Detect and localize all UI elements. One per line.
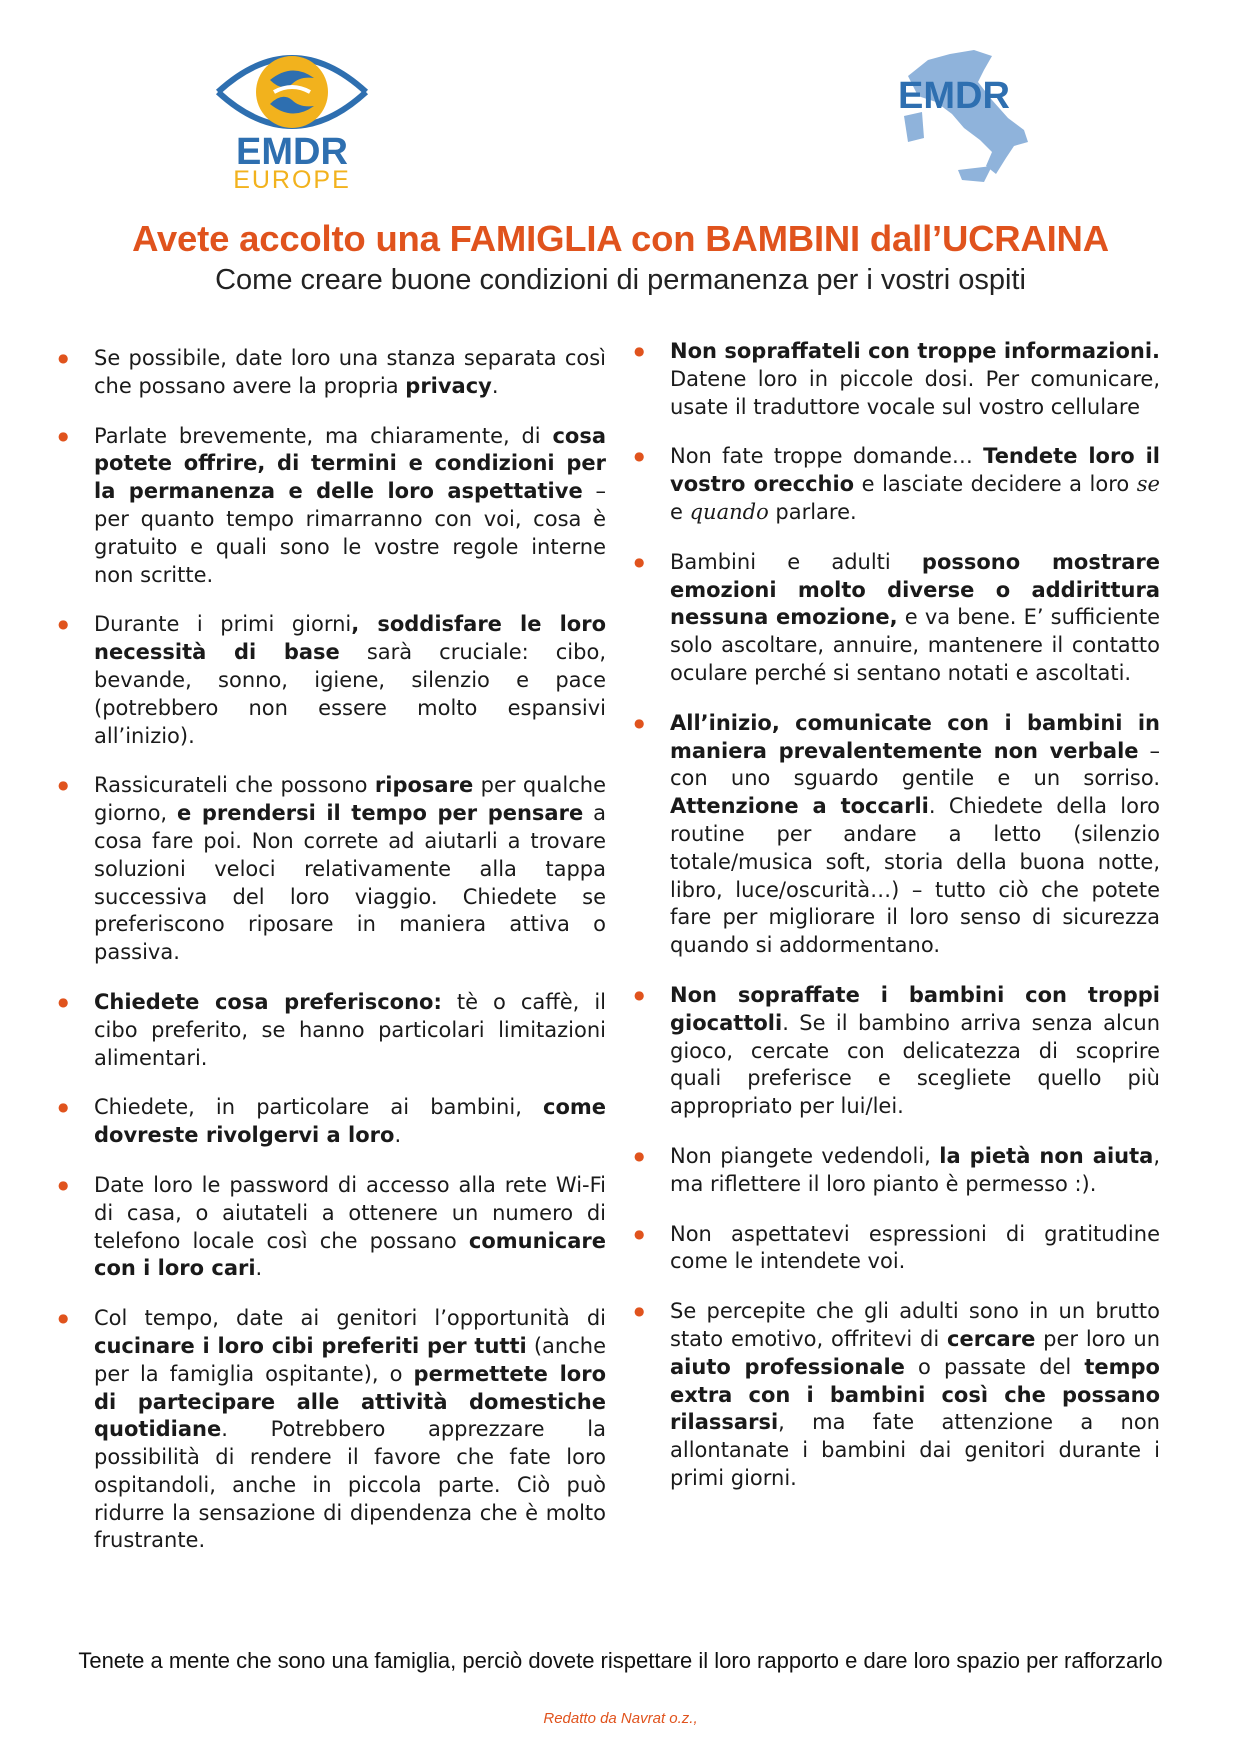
- bullet-item: [670, 982, 1160, 1121]
- bold-text-run: Non sopraffate i bambini con troppi giocattoli: [670, 982, 1160, 1035]
- text-run: . Chiedete della loro routine per andare a letto (silenzio totale/musica soft, storia della buona notte, libro, luce/oscurità…) – tutto ciò che potete fare per migliorare il loro senso di sicurezza quando si addormentano.: [670, 794, 1160, 958]
- bold-text-run: Non sopraffateli con troppe informazioni.: [670, 339, 1160, 363]
- bullet-item: [670, 338, 1160, 421]
- bullet-item: [670, 1143, 1160, 1199]
- text-run: parlare.: [768, 499, 857, 524]
- text-run: Non aspettatevi espressioni di gratitudine come le intendete voi.: [670, 1221, 1160, 1274]
- bold-text-run: Tendete loro il vostro orecchio: [670, 444, 1160, 497]
- page-title: Avete accolto una FAMIGLIA con BAMBINI dall’UCRAINA: [132, 218, 1109, 259]
- text-run: Rassicurateli che possono: [94, 773, 375, 798]
- logo-right-text: EMDR: [898, 75, 1010, 117]
- text-run: sarà cruciale: cibo, bevande, sonno, igiene, silenzio e pace (potrebbero non essere molto espansivi all’inizio).: [94, 640, 606, 748]
- logo-left-line2: EUROPE: [233, 166, 351, 188]
- text-run: Datene loro in piccole dosi. Per comunicare, usate il traduttore vocale sul vostro cellulare: [670, 366, 1160, 419]
- bullet-item: [94, 772, 606, 967]
- bullet-item: [94, 1094, 606, 1150]
- text-run: , ma riflettere il loro pianto è permesso :).: [670, 1143, 1160, 1196]
- text-run: – con uno sguardo gentile e un sorriso.: [670, 738, 1160, 791]
- bold-text-run: cosa potete offrire, di termini e condizioni per la permanenza e delle loro aspettative: [94, 423, 606, 504]
- bold-text-run: riposare: [374, 773, 474, 798]
- bullet-item: [670, 443, 1160, 526]
- text-run: Col tempo, date ai genitori l’opportunità di: [94, 1306, 606, 1331]
- text-run: .: [491, 373, 499, 398]
- emdr-italy-logo: [888, 46, 1036, 186]
- bold-text-run: cercare: [947, 1326, 1036, 1351]
- text-run: e: [670, 499, 690, 524]
- italy-map-icon: [888, 46, 1036, 186]
- italic-text-run: se: [1136, 472, 1160, 497]
- logo-left-line1: EMDR: [236, 131, 348, 173]
- bullet-item: [94, 1172, 606, 1283]
- text-run: per loro un: [1035, 1326, 1160, 1351]
- text-run: e lasciate decidere a loro: [854, 472, 1137, 497]
- bullet-item: [670, 1298, 1160, 1493]
- text-run: .: [394, 1123, 402, 1148]
- left-column: [94, 345, 606, 1555]
- text-run: Bambini e adulti: [670, 549, 922, 574]
- bullet-item: [94, 989, 606, 1072]
- text-run: a cosa fare poi. Non correte ad aiutarli a trovare soluzioni veloci relativamente alla tappa successiva del loro viaggio. Chiedete se preferiscono riposare in maniera attiva o passiva.: [94, 801, 606, 965]
- bold-text-run: Chiedete cosa preferiscono:: [94, 989, 442, 1014]
- text-run: Se possibile, date loro una stanza separata così che possano avere la propria: [94, 346, 606, 398]
- text-run: o passate del: [904, 1354, 1085, 1379]
- text-run: e va bene. E’ sufficiente solo ascoltare, annuire, mantenere il contatto oculare perché si sentano notati e ascoltati.: [670, 605, 1160, 685]
- page-subtitle: Come creare buone condizioni di permanenza per i vostri ospiti: [215, 264, 1026, 296]
- bold-text-run: la pietà non aiuta: [939, 1143, 1154, 1168]
- text-run: Durante i primi giorni: [94, 612, 352, 637]
- text-run: Parlate brevemente, ma chiaramente, di: [94, 423, 553, 448]
- text-run: (anche per la famiglia ospitante), o: [94, 1333, 606, 1386]
- bold-text-run: possono mostrare emozioni molto diverse o addirittura nessuna emozione,: [670, 549, 1160, 630]
- text-run: – per quanto tempo rimarranno con voi, cosa è gratuito e quali sono le vostre regole interne non scritte.: [94, 479, 606, 587]
- bold-text-run: tempo extra con i bambini così che possano rilassarsi: [670, 1354, 1160, 1435]
- bold-text-run: e prendersi il tempo per pensare: [177, 801, 584, 826]
- text-run: Chiedete, in particolare ai bambini,: [94, 1095, 543, 1120]
- text-run: tè o caffè, il cibo preferito, se hanno particolari limitazioni alimentari.: [94, 989, 606, 1070]
- bullet-item: [670, 1221, 1160, 1277]
- text-run: . Se il bambino arriva senza alcun gioco, cercate con delicatezza di scoprire quali preferisce e scegliete quello più appropriato per lui/lei.: [670, 1010, 1160, 1119]
- emdr-europe-logo: [212, 32, 372, 188]
- bold-text-run: Attenzione a toccarli: [670, 794, 929, 819]
- text-run: Se percepite che gli adulti sono in un brutto stato emotivo, offritevi di: [670, 1299, 1160, 1351]
- bullet-item: [94, 423, 606, 590]
- footer-credit: Redatto da Navrat o.z.,: [543, 1710, 698, 1727]
- bullet-item: [94, 611, 606, 750]
- bold-text-run: permettete loro di partecipare alle attività domestiche quotidiane: [94, 1361, 607, 1442]
- bold-text-run: come dovreste rivolgervi a loro: [94, 1095, 606, 1148]
- bullet-item: [94, 345, 606, 401]
- eye-logo-icon: [212, 32, 372, 188]
- bold-text-run: cucinare i loro cibi preferiti per tutti: [94, 1333, 527, 1358]
- text-run: , ma fate attenzione a non allontanate i bambini dai genitori durante i primi giorni.: [670, 1410, 1160, 1490]
- text-run: Non fate troppe domande…: [670, 444, 984, 469]
- text-run: per qualche giorno,: [94, 773, 607, 826]
- right-column: [670, 338, 1160, 1493]
- bold-text-run: comunicare con i loro cari: [94, 1228, 606, 1281]
- text-run: Date loro le password di accesso alla rete Wi-Fi di casa, o aiutateli a ottenere un numero di telefono locale così che possano: [94, 1172, 606, 1253]
- bullet-item: [94, 1305, 606, 1555]
- italic-text-run: quando: [689, 499, 769, 524]
- text-run: Non piangete vedendoli,: [670, 1143, 940, 1168]
- bold-text-run: , soddisfare le loro necessità di base: [94, 612, 606, 665]
- bold-text-run: privacy: [405, 373, 492, 398]
- footer-note: Tenete a mente che sono una famiglia, perciò dovete rispettare il loro rapporto e dare loro spazio per rafforzarlo: [78, 1648, 1163, 1673]
- bold-text-run: All’inizio, comunicate con i bambini in maniera prevalentemente non verbale: [670, 710, 1160, 763]
- bold-text-run: aiuto professionale: [670, 1354, 905, 1379]
- text-run: .: [255, 1256, 263, 1281]
- bullet-item: [670, 549, 1160, 688]
- text-run: . Potrebbero apprezzare la possibilità di rendere il favore che fate loro ospitandoli, anche in piccola parte. Ciò può ridurre la sensazione di dipendenza che è molto frustrante.: [94, 1417, 606, 1553]
- bullet-item: [670, 710, 1160, 960]
